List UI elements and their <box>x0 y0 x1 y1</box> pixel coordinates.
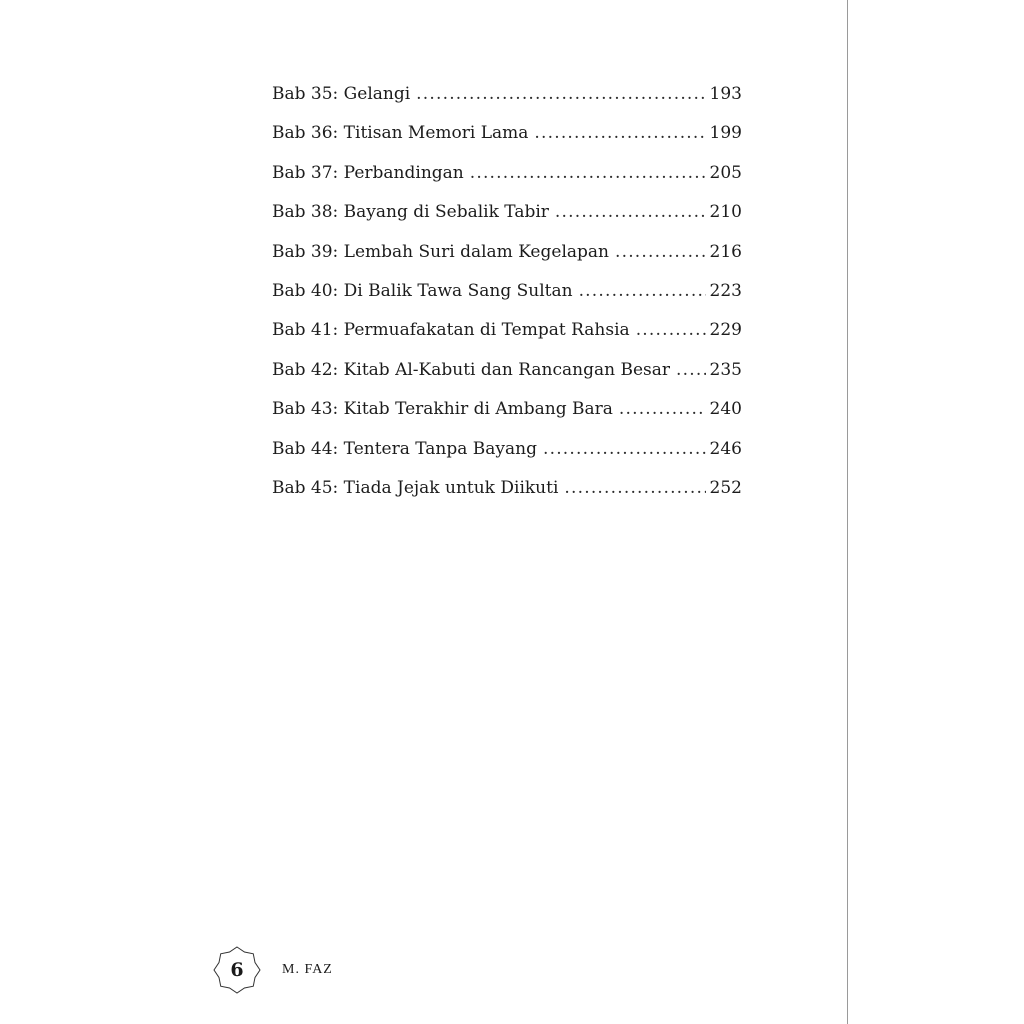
toc-entry-title: Bab 39: Lembah Suri dalam Kegelapan <box>272 241 609 262</box>
toc-dot-leader <box>579 281 706 301</box>
toc-entry-page: 235 <box>709 359 742 380</box>
toc-entry-page: 210 <box>709 202 742 223</box>
toc-entry <box>272 399 742 438</box>
toc-entry-title: Bab 35: Gelangi <box>272 84 411 104</box>
toc-entry <box>272 320 742 359</box>
toc-entry-title: Bab 40: Di Balik Tawa Sang Sultan <box>272 280 573 301</box>
toc-entry <box>272 163 742 202</box>
toc-entry-title: Bab 45: Tiada Jejak untuk Diikuti <box>272 477 559 498</box>
toc-entry <box>272 242 742 281</box>
toc-entry-page: 252 <box>709 477 742 498</box>
toc-entry <box>272 478 742 517</box>
table-of-contents <box>272 84 742 517</box>
toc-dot-leader <box>636 320 706 340</box>
toc-entry <box>272 84 742 123</box>
toc-entry-title: Bab 41: Permuafakatan di Tempat Rahsia <box>272 320 630 341</box>
toc-dot-leader <box>470 163 706 183</box>
toc-dot-leader <box>416 84 705 104</box>
toc-entry-page: 216 <box>709 241 742 262</box>
toc-entry-page: 205 <box>709 162 742 183</box>
page-number-badge <box>212 945 262 995</box>
toc-entry-page: 229 <box>709 320 742 341</box>
toc-dot-leader <box>619 399 706 419</box>
toc-entry <box>272 439 742 478</box>
toc-entry-title: Bab 38: Bayang di Sebalik Tabir <box>272 202 549 223</box>
toc-entry-title: Bab 44: Tentera Tanpa Bayang <box>272 438 537 459</box>
page-footer <box>212 945 333 995</box>
toc-dot-leader <box>564 478 705 498</box>
page-number: 6 <box>230 959 244 981</box>
toc-entry-page: 240 <box>709 399 742 420</box>
toc-dot-leader <box>676 360 706 380</box>
toc-entry-page: 193 <box>709 84 742 104</box>
toc-dot-leader <box>534 123 705 143</box>
toc-entry <box>272 123 742 162</box>
author-name: M. FAZ <box>282 962 333 977</box>
page-edge-divider <box>847 0 848 1024</box>
toc-entry-title: Bab 42: Kitab Al-Kabuti dan Rancangan Besar <box>272 359 671 380</box>
toc-entry-title: Bab 37: Perbandingan <box>272 162 464 183</box>
toc-dot-leader <box>543 439 706 459</box>
toc-entry-page: 223 <box>709 280 742 301</box>
toc-dot-leader <box>555 202 706 222</box>
toc-entry-title: Bab 43: Kitab Terakhir di Ambang Bara <box>272 399 613 420</box>
toc-entry <box>272 360 742 399</box>
toc-entry <box>272 281 742 320</box>
toc-dot-leader <box>615 242 706 262</box>
toc-entry-page: 199 <box>709 123 742 144</box>
toc-entry-page: 246 <box>709 438 742 459</box>
toc-entry-title: Bab 36: Titisan Memori Lama <box>272 123 529 144</box>
toc-entry <box>272 202 742 241</box>
